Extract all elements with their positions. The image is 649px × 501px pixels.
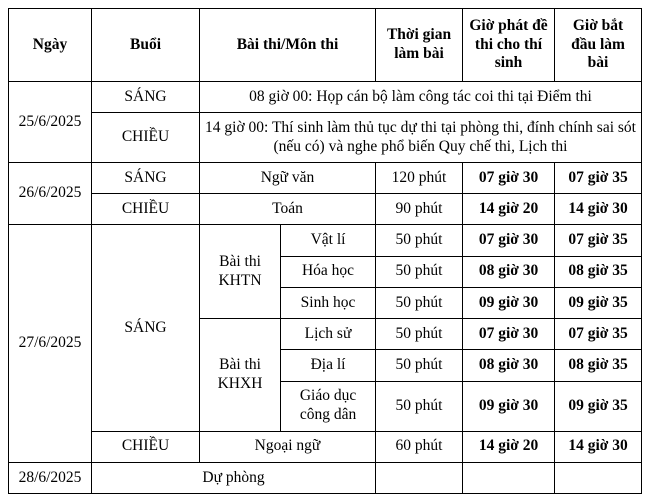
subject-cell: Sinh học bbox=[281, 287, 376, 318]
exam-schedule-table bbox=[8, 8, 642, 494]
start-time-cell: 09 giờ 35 bbox=[555, 381, 642, 431]
empty-cell bbox=[555, 462, 642, 493]
duration-cell: 50 phút bbox=[376, 350, 463, 381]
duration-cell: 50 phút bbox=[376, 256, 463, 287]
distribute-time-cell: 08 giờ 30 bbox=[463, 350, 555, 381]
distribute-time-cell: 08 giờ 30 bbox=[463, 256, 555, 287]
day-cell: 28/6/2025 bbox=[9, 462, 92, 493]
subject-cell: Lịch sử bbox=[281, 319, 376, 350]
table-row bbox=[9, 225, 642, 256]
reserve-cell: Dự phòng bbox=[92, 462, 376, 493]
table-row bbox=[9, 462, 642, 493]
duration-cell: 50 phút bbox=[376, 287, 463, 318]
distribute-time-cell: 14 giờ 20 bbox=[463, 431, 555, 462]
day-cell: 26/6/2025 bbox=[9, 163, 92, 225]
distribute-time-cell: 07 giờ 30 bbox=[463, 225, 555, 256]
empty-cell bbox=[376, 462, 463, 493]
duration-cell: 50 phút bbox=[376, 381, 463, 431]
subject-cell: Địa lí bbox=[281, 350, 376, 381]
header-session: Buổi bbox=[92, 9, 200, 82]
subject-cell: Toán bbox=[200, 194, 376, 225]
start-time-cell: 07 giờ 35 bbox=[555, 319, 642, 350]
session-cell: CHIỀU bbox=[92, 431, 200, 462]
day-cell: 27/6/2025 bbox=[9, 225, 92, 462]
header-day: Ngày bbox=[9, 9, 92, 82]
session-cell: CHIỀU bbox=[92, 113, 200, 163]
distribute-time-cell: 07 giờ 30 bbox=[463, 319, 555, 350]
distribute-time-cell: 07 giờ 30 bbox=[463, 163, 555, 194]
subject-cell: Vật lí bbox=[281, 225, 376, 256]
group-cell-khxh: Bài thi KHXH bbox=[200, 319, 281, 431]
start-time-cell: 08 giờ 35 bbox=[555, 350, 642, 381]
distribute-time-cell: 09 giờ 30 bbox=[463, 287, 555, 318]
table-row bbox=[9, 163, 642, 194]
session-cell: CHIỀU bbox=[92, 194, 200, 225]
session-cell: SÁNG bbox=[92, 163, 200, 194]
start-time-cell: 07 giờ 35 bbox=[555, 225, 642, 256]
subject-cell: Hóa học bbox=[281, 256, 376, 287]
table-row bbox=[9, 431, 642, 462]
duration-cell: 50 phút bbox=[376, 225, 463, 256]
duration-cell: 60 phút bbox=[376, 431, 463, 462]
subject-cell: Ngữ văn bbox=[200, 163, 376, 194]
header-subject: Bài thi/Môn thi bbox=[200, 9, 376, 82]
table-row bbox=[9, 113, 642, 163]
header-start-time: Giờ bắt đầu làm bài bbox=[555, 9, 642, 82]
session-cell: SÁNG bbox=[92, 225, 200, 431]
group-cell-khtn: Bài thi KHTN bbox=[200, 225, 281, 319]
start-time-cell: 09 giờ 35 bbox=[555, 287, 642, 318]
header-duration: Thời gian làm bài bbox=[376, 9, 463, 82]
start-time-cell: 14 giờ 30 bbox=[555, 431, 642, 462]
note-cell: 08 giờ 00: Họp cán bộ làm công tác coi thi tại Điểm thi bbox=[200, 81, 642, 112]
subject-cell: Giáo dục công dân bbox=[281, 381, 376, 431]
day-cell: 25/6/2025 bbox=[9, 81, 92, 162]
subject-cell: Ngoại ngữ bbox=[200, 431, 376, 462]
header-row bbox=[9, 9, 642, 82]
distribute-time-cell: 14 giờ 20 bbox=[463, 194, 555, 225]
session-cell: SÁNG bbox=[92, 81, 200, 112]
start-time-cell: 07 giờ 35 bbox=[555, 163, 642, 194]
empty-cell bbox=[463, 462, 555, 493]
table-row bbox=[9, 81, 642, 112]
start-time-cell: 08 giờ 35 bbox=[555, 256, 642, 287]
duration-cell: 50 phút bbox=[376, 319, 463, 350]
start-time-cell: 14 giờ 30 bbox=[555, 194, 642, 225]
duration-cell: 90 phút bbox=[376, 194, 463, 225]
duration-cell: 120 phút bbox=[376, 163, 463, 194]
table-row bbox=[9, 194, 642, 225]
header-distribute-time: Giờ phát đề thi cho thí sinh bbox=[463, 9, 555, 82]
note-cell: 14 giờ 00: Thí sinh làm thủ tục dự thi tại phòng thi, đính chính sai sót (nếu có) và nghe phổ biến Quy chế thi, Lịch thi bbox=[200, 113, 642, 163]
distribute-time-cell: 09 giờ 30 bbox=[463, 381, 555, 431]
